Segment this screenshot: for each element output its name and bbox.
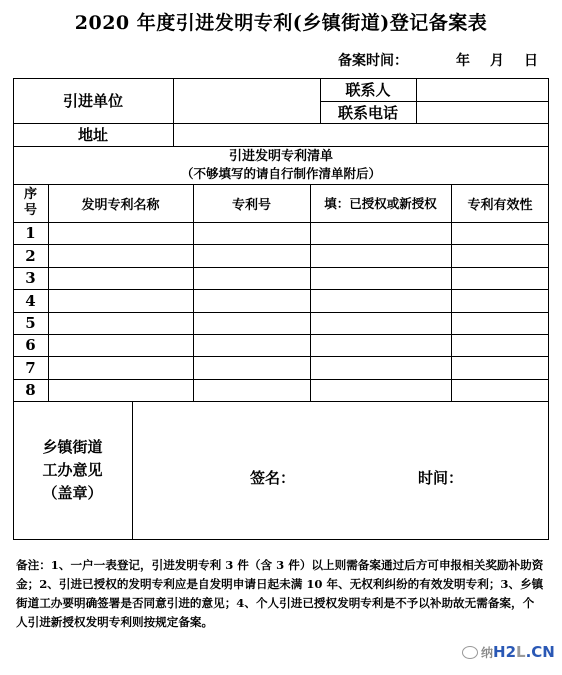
opinion-label [13, 401, 132, 540]
row-number: 8 [25, 381, 36, 399]
column-patent-name: 发明专利名称 [81, 197, 160, 213]
opinion-line: 乡镇街道 [42, 438, 103, 456]
watermark-part: H2 [493, 643, 517, 661]
opinion-line: 工办意见 [42, 461, 103, 479]
table-line [13, 334, 549, 335]
row-number: 3 [25, 269, 36, 287]
watermark-part: L [516, 643, 526, 661]
document-title: 2020 年度引进发明专利(乡镇街道)登记备案表 [74, 12, 488, 34]
table-line [132, 401, 133, 540]
contact-field[interactable] [416, 78, 549, 101]
remarks: 备注：1、一户一表登记，引进发明专利 3 件（含 3 件）以上则需备案通过后方可申报相关奖励补助资金；2、引进已授权的发明专利应是自发明申请日起未满 10 年、无权利纠纷的有效发明专利；3、乡镇街道工办要明确签署是否同意引进的意见；4、个人引进已授权发明专利是不予以补助故无需备案，个人引进新授权发明专利则按规定备案。 [16, 558, 544, 629]
address-label: 地址 [77, 126, 108, 144]
row-number: 4 [25, 291, 36, 310]
row-number: 2 [25, 246, 36, 265]
contact-label: 联系人 [345, 81, 391, 99]
unit-label: 引进单位 [62, 92, 123, 110]
table-line [13, 312, 549, 313]
table-line [13, 267, 549, 268]
phone-field[interactable] [416, 101, 549, 123]
column-patent-number: 专利号 [231, 197, 271, 213]
opinion-line: （盖章） [42, 484, 103, 502]
column-grant-status: 填：已授权或新授权 [324, 196, 437, 211]
table-line [13, 356, 549, 357]
filing-date-month: 月 [490, 53, 504, 69]
signature-label: 签名： [250, 468, 296, 487]
filing-date-year: 年 [456, 53, 470, 69]
column-seq: 序号 [23, 187, 37, 218]
table-line [13, 244, 549, 245]
row-number: 6 [25, 336, 36, 354]
unit-field[interactable] [173, 78, 320, 123]
address-field[interactable] [173, 123, 549, 146]
table-line [13, 289, 549, 290]
table-line [13, 379, 549, 380]
row-number: 7 [25, 358, 36, 377]
row-number: 1 [25, 224, 36, 242]
filing-date-label: 备案时间： [338, 53, 408, 69]
phone-label: 联系电话 [337, 103, 398, 122]
column-validity: 专利有效性 [467, 197, 533, 213]
row-number: 5 [25, 314, 36, 332]
watermark-prefix: 纳 [481, 646, 494, 660]
patent-list-title: 引进发明专利清单 [228, 149, 333, 164]
wechat-icon [462, 646, 478, 659]
table-line [13, 222, 549, 223]
watermark-part: .CN [525, 643, 555, 661]
patent-list-subtitle: （不够填写的请自行制作清单附后） [180, 166, 381, 181]
filing-date-day: 日 [524, 53, 538, 69]
time-label: 时间： [418, 468, 464, 487]
patent-list-header [13, 146, 549, 184]
watermark [462, 643, 555, 661]
